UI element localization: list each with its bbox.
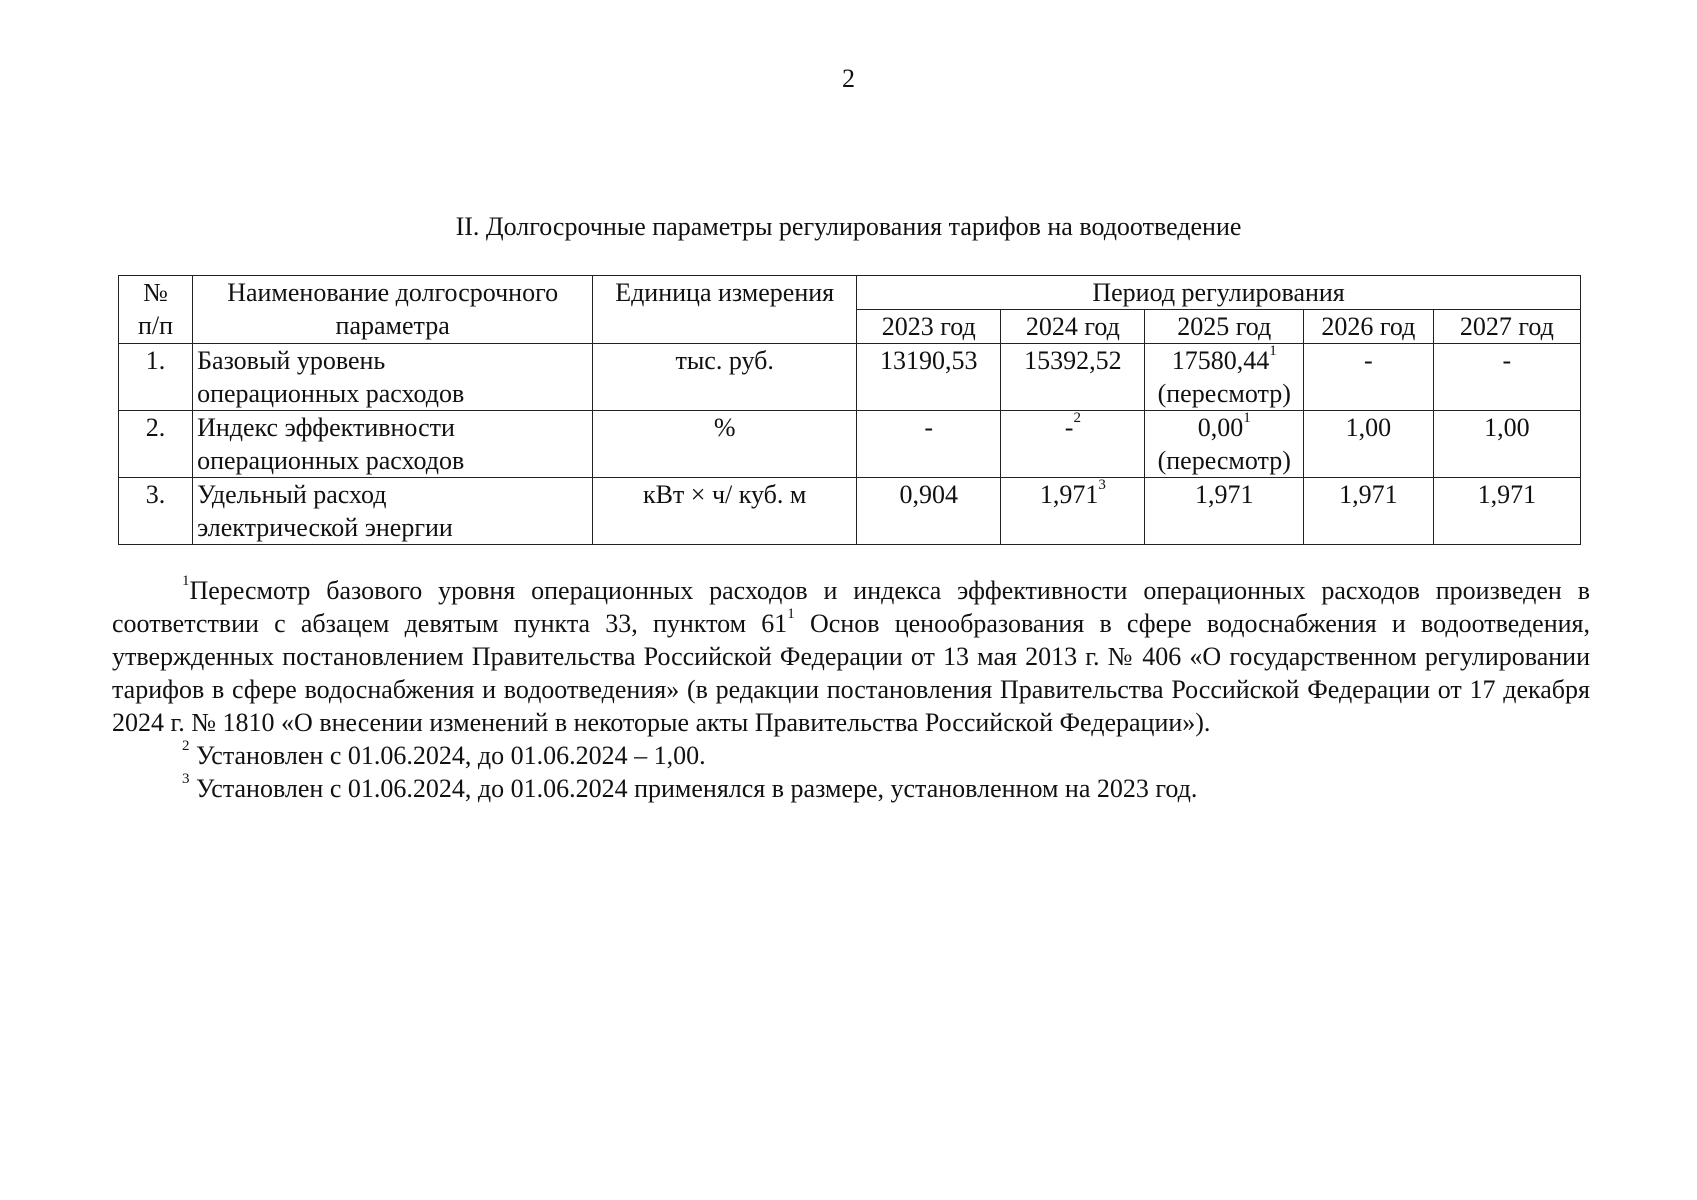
- cell-value-text: 1,971: [1195, 480, 1254, 509]
- header-num: [119, 276, 193, 344]
- footnotes: [112, 574, 1590, 805]
- table-row: [119, 478, 1581, 545]
- footnote-3: [112, 772, 1590, 805]
- cell-value-text: 0,00: [1197, 413, 1244, 442]
- table-row: [119, 411, 1581, 478]
- row-num: 3.: [119, 478, 193, 545]
- cell-value: [1001, 411, 1145, 478]
- footnote-text: Установлен с 01.06.2024, до 01.06.2024 – 1,00.: [196, 741, 706, 770]
- cell-value-text: -: [1502, 346, 1512, 375]
- footnote-mark: 2: [182, 738, 190, 755]
- row-name-line2: электрической энергии: [197, 513, 453, 542]
- footnote-text: Установлен с 01.06.2024, до 01.06.2024 применялся в размере, установленном на 2023 год.: [196, 774, 1198, 803]
- row-unit: тыс. руб.: [593, 344, 857, 411]
- footnote-ref: 1: [1243, 410, 1251, 427]
- header-period: Период регулирования: [857, 276, 1581, 310]
- section-title: II. Долгосрочные параметры регулирования тарифов на водоотведение: [455, 212, 1242, 241]
- footnote-text: Пересмотр базового уровня операционных расходов и индекса эффективности операционных расходов произведен в соответствии с абзацем девятым пункта 33, пунктом 61: [112, 576, 1590, 638]
- footnote-text: Основ ценообразования в сфере водоснабжения и водоотведения, утвержденных постановлением Правительства Российской Федерации от 13 мая 2013 г. № 406 «О государственном регулировании тарифов в сфере водоснабжения и водоотведения» (в редакции постановления Правительства Российской Федерации от 17 декабря 2024 г. № 1810 «О внесении изменений в некоторые акты Правительства Российской Федерации»).: [112, 609, 1590, 737]
- header-year: 2025 год: [1145, 310, 1304, 344]
- cell-value-text: 1,00: [1484, 413, 1530, 442]
- footnote-mark: 1: [182, 573, 190, 590]
- cell-value-text: 13190,53: [879, 346, 978, 375]
- header-year: 2026 год: [1304, 310, 1434, 344]
- cell-value: [1145, 478, 1304, 545]
- table-row: [119, 344, 1581, 411]
- cell-value-text: 1,971: [1477, 480, 1537, 509]
- cell-value: [1304, 411, 1434, 478]
- cell-value-text: 1,971: [1339, 480, 1398, 509]
- footnote-mark: 1: [787, 606, 795, 623]
- footnote-mark: 3: [182, 771, 190, 788]
- row-num: 2.: [119, 411, 193, 478]
- row-name-line1: Индекс эффективности: [197, 413, 455, 442]
- header-unit: Единица измерения: [593, 276, 857, 344]
- header-name: [193, 276, 593, 344]
- header-name-line1: Наименование долгосрочного: [227, 278, 559, 307]
- cell-note: (пересмотр): [1157, 446, 1291, 475]
- cell-value-text: 1,00: [1345, 413, 1392, 442]
- row-name-line1: Базовый уровень: [197, 346, 386, 375]
- parameters-table: [118, 275, 1581, 545]
- footnote-ref: 3: [1098, 477, 1106, 494]
- cell-value: [1433, 478, 1580, 545]
- cell-note: (пересмотр): [1157, 379, 1291, 408]
- cell-value: [1145, 411, 1304, 478]
- header-year: 2023 год: [857, 310, 1001, 344]
- header-year: 2027 год: [1433, 310, 1580, 344]
- footnote-ref: 2: [1073, 410, 1081, 427]
- row-name-line2: операционных расходов: [197, 379, 465, 408]
- cell-value-text: 15392,52: [1024, 346, 1122, 375]
- cell-value-text: -: [1364, 346, 1373, 375]
- cell-value: [1001, 478, 1145, 545]
- row-unit: кВт × ч/ куб. м: [593, 478, 857, 545]
- row-name-line1: Удельный расход: [197, 480, 387, 509]
- header-num-line1: №: [143, 278, 168, 307]
- cell-value: [1304, 344, 1434, 411]
- footnote-2: [112, 739, 1590, 772]
- cell-value: [1433, 344, 1580, 411]
- cell-value: [857, 411, 1001, 478]
- table-header-row: [119, 276, 1581, 310]
- cell-value-text: 1,971: [1039, 480, 1099, 509]
- row-name: [193, 478, 593, 545]
- cell-value: [1304, 478, 1434, 545]
- header-name-line2: параметра: [335, 311, 450, 340]
- cell-value-text: -: [924, 413, 934, 442]
- cell-value-text: -: [1064, 413, 1074, 442]
- row-unit: %: [593, 411, 857, 478]
- cell-value-text: 17580,44: [1171, 346, 1270, 375]
- row-num: 1.: [119, 344, 193, 411]
- page-number: 2: [842, 64, 855, 93]
- footnote-1: [112, 574, 1590, 739]
- row-name: [193, 344, 593, 411]
- footnote-ref: 1: [1269, 343, 1277, 360]
- header-year: 2024 год: [1001, 310, 1145, 344]
- cell-value: [857, 344, 1001, 411]
- cell-value: [1145, 344, 1304, 411]
- header-num-line2: п/п: [138, 311, 174, 340]
- row-name: [193, 411, 593, 478]
- row-name-line2: операционных расходов: [197, 446, 465, 475]
- cell-value: [857, 478, 1001, 545]
- cell-value-text: 0,904: [899, 480, 958, 509]
- cell-value: [1433, 411, 1580, 478]
- cell-value: [1001, 344, 1145, 411]
